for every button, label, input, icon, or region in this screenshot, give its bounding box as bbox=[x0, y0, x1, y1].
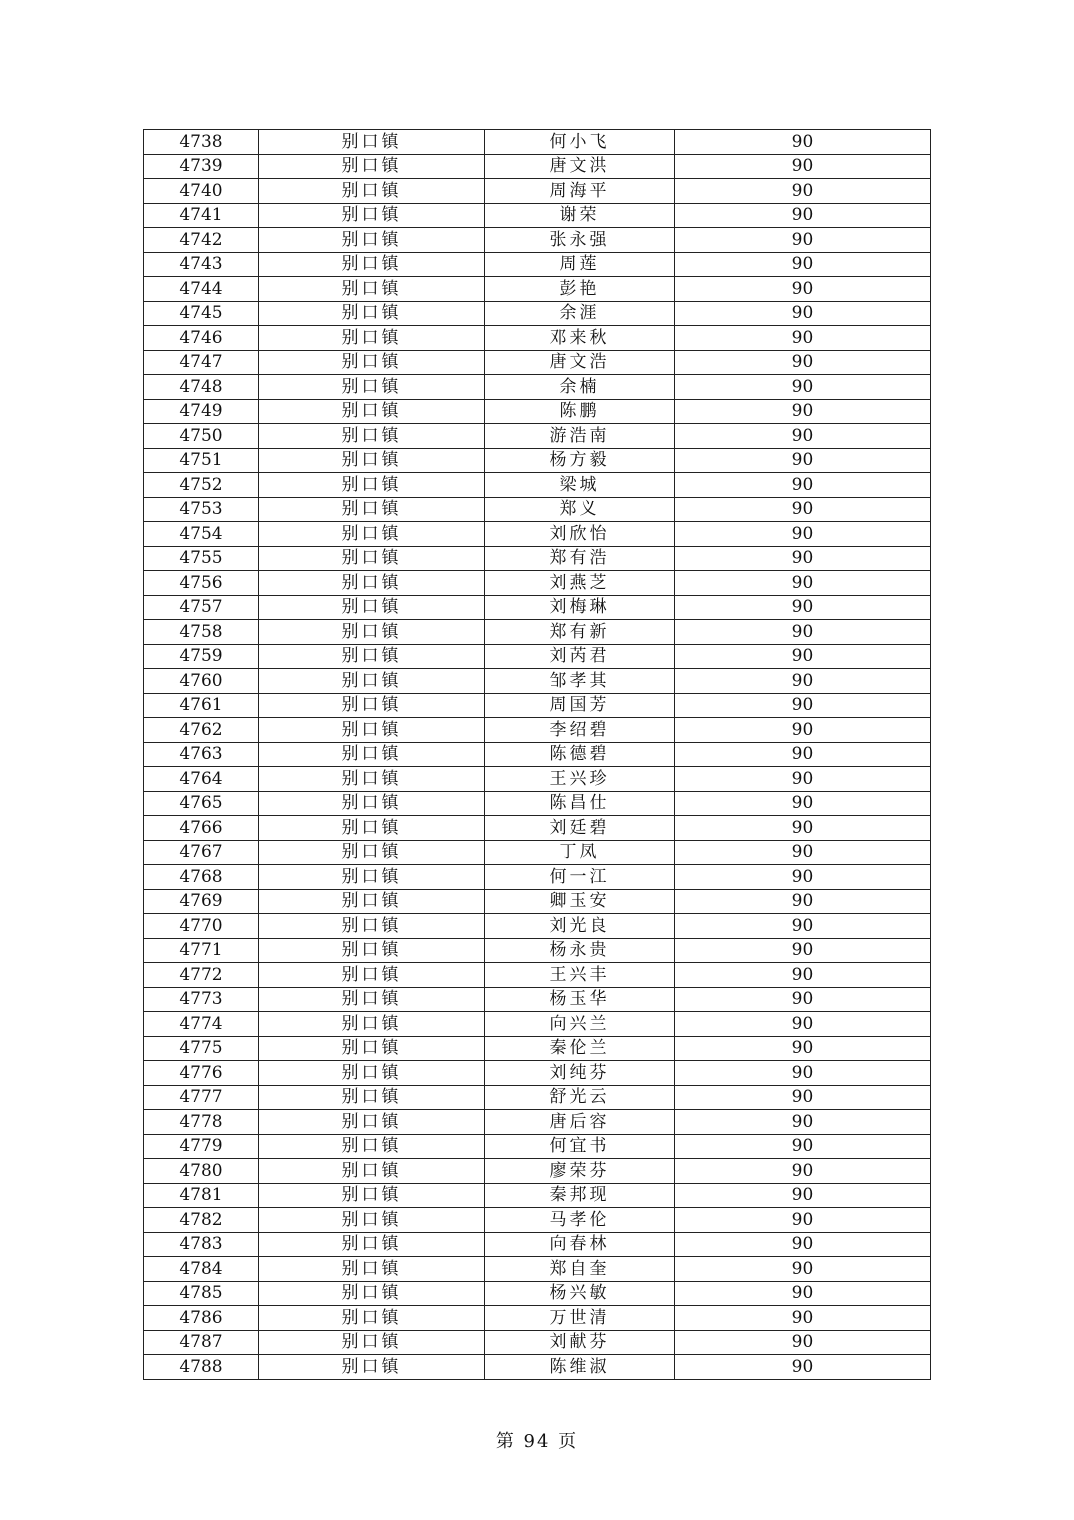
row-number-cell: 4770 bbox=[144, 914, 259, 939]
town-cell: 别口镇 bbox=[259, 595, 485, 620]
person-name-cell: 杨玉华 bbox=[485, 987, 675, 1012]
town-cell: 别口镇 bbox=[259, 1061, 485, 1086]
row-number-cell: 4772 bbox=[144, 963, 259, 988]
score-cell: 90 bbox=[675, 1306, 931, 1331]
person-name-cell: 廖荣芬 bbox=[485, 1159, 675, 1184]
town-cell: 别口镇 bbox=[259, 203, 485, 228]
person-name-cell: 向春林 bbox=[485, 1232, 675, 1257]
town-cell: 别口镇 bbox=[259, 326, 485, 351]
person-name-cell: 刘光良 bbox=[485, 914, 675, 939]
town-cell: 别口镇 bbox=[259, 277, 485, 302]
person-name-cell: 向兴兰 bbox=[485, 1012, 675, 1037]
table-row bbox=[144, 546, 931, 571]
person-name-cell: 邓来秋 bbox=[485, 326, 675, 351]
table-row bbox=[144, 228, 931, 253]
person-name-cell: 杨兴敏 bbox=[485, 1281, 675, 1306]
person-name-cell: 彭艳 bbox=[485, 277, 675, 302]
row-number-cell: 4768 bbox=[144, 865, 259, 890]
person-name-cell: 周莲 bbox=[485, 252, 675, 277]
table-row bbox=[144, 1134, 931, 1159]
row-number-cell: 4788 bbox=[144, 1355, 259, 1380]
row-number-cell: 4782 bbox=[144, 1208, 259, 1233]
row-number-cell: 4786 bbox=[144, 1306, 259, 1331]
person-name-cell: 刘芮君 bbox=[485, 644, 675, 669]
score-cell: 90 bbox=[675, 154, 931, 179]
row-number-cell: 4747 bbox=[144, 350, 259, 375]
row-number-cell: 4766 bbox=[144, 816, 259, 841]
town-cell: 别口镇 bbox=[259, 228, 485, 253]
town-cell: 别口镇 bbox=[259, 375, 485, 400]
table-row bbox=[144, 669, 931, 694]
table-row bbox=[144, 791, 931, 816]
town-cell: 别口镇 bbox=[259, 865, 485, 890]
score-cell: 90 bbox=[675, 375, 931, 400]
table-row bbox=[144, 1232, 931, 1257]
row-number-cell: 4754 bbox=[144, 522, 259, 547]
row-number-cell: 4775 bbox=[144, 1036, 259, 1061]
town-cell: 别口镇 bbox=[259, 1306, 485, 1331]
town-cell: 别口镇 bbox=[259, 522, 485, 547]
score-cell: 90 bbox=[675, 1061, 931, 1086]
table-row bbox=[144, 350, 931, 375]
person-name-cell: 秦伦兰 bbox=[485, 1036, 675, 1061]
town-cell: 别口镇 bbox=[259, 497, 485, 522]
person-name-cell: 杨方毅 bbox=[485, 448, 675, 473]
table-row bbox=[144, 326, 931, 351]
score-cell: 90 bbox=[675, 1134, 931, 1159]
person-name-cell: 陈鹏 bbox=[485, 399, 675, 424]
score-cell: 90 bbox=[675, 1036, 931, 1061]
table-row bbox=[144, 1036, 931, 1061]
score-cell: 90 bbox=[675, 963, 931, 988]
table-row bbox=[144, 1110, 931, 1135]
town-cell: 别口镇 bbox=[259, 1355, 485, 1380]
table-row bbox=[144, 252, 931, 277]
score-cell: 90 bbox=[675, 742, 931, 767]
town-cell: 别口镇 bbox=[259, 1159, 485, 1184]
roster-table bbox=[143, 129, 931, 1380]
person-name-cell: 郑自奎 bbox=[485, 1257, 675, 1282]
town-cell: 别口镇 bbox=[259, 742, 485, 767]
score-cell: 90 bbox=[675, 1232, 931, 1257]
score-cell: 90 bbox=[675, 228, 931, 253]
row-number-cell: 4763 bbox=[144, 742, 259, 767]
town-cell: 别口镇 bbox=[259, 767, 485, 792]
table-row bbox=[144, 1061, 931, 1086]
table-row bbox=[144, 1159, 931, 1184]
score-cell: 90 bbox=[675, 130, 931, 155]
person-name-cell: 万世清 bbox=[485, 1306, 675, 1331]
town-cell: 别口镇 bbox=[259, 130, 485, 155]
score-cell: 90 bbox=[675, 1012, 931, 1037]
person-name-cell: 余涯 bbox=[485, 301, 675, 326]
score-cell: 90 bbox=[675, 865, 931, 890]
town-cell: 别口镇 bbox=[259, 399, 485, 424]
town-cell: 别口镇 bbox=[259, 669, 485, 694]
table-row bbox=[144, 644, 931, 669]
table-row bbox=[144, 840, 931, 865]
person-name-cell: 李绍碧 bbox=[485, 718, 675, 743]
score-cell: 90 bbox=[675, 448, 931, 473]
row-number-cell: 4773 bbox=[144, 987, 259, 1012]
person-name-cell: 马孝伦 bbox=[485, 1208, 675, 1233]
town-cell: 别口镇 bbox=[259, 644, 485, 669]
person-name-cell: 何宜书 bbox=[485, 1134, 675, 1159]
table-row bbox=[144, 1257, 931, 1282]
person-name-cell: 丁凤 bbox=[485, 840, 675, 865]
table-row bbox=[144, 473, 931, 498]
table-row bbox=[144, 571, 931, 596]
score-cell: 90 bbox=[675, 473, 931, 498]
row-number-cell: 4780 bbox=[144, 1159, 259, 1184]
person-name-cell: 游浩南 bbox=[485, 424, 675, 449]
town-cell: 别口镇 bbox=[259, 693, 485, 718]
score-cell: 90 bbox=[675, 718, 931, 743]
score-cell: 90 bbox=[675, 669, 931, 694]
row-number-cell: 4778 bbox=[144, 1110, 259, 1135]
table-row bbox=[144, 595, 931, 620]
table-row bbox=[144, 448, 931, 473]
score-cell: 90 bbox=[675, 693, 931, 718]
town-cell: 别口镇 bbox=[259, 1257, 485, 1282]
table-row bbox=[144, 399, 931, 424]
person-name-cell: 邹孝其 bbox=[485, 669, 675, 694]
town-cell: 别口镇 bbox=[259, 301, 485, 326]
town-cell: 别口镇 bbox=[259, 1208, 485, 1233]
town-cell: 别口镇 bbox=[259, 1012, 485, 1037]
row-number-cell: 4764 bbox=[144, 767, 259, 792]
score-cell: 90 bbox=[675, 987, 931, 1012]
row-number-cell: 4746 bbox=[144, 326, 259, 351]
person-name-cell: 谢荣 bbox=[485, 203, 675, 228]
table-row bbox=[144, 1208, 931, 1233]
score-cell: 90 bbox=[675, 644, 931, 669]
table-row bbox=[144, 1012, 931, 1037]
row-number-cell: 4740 bbox=[144, 179, 259, 204]
town-cell: 别口镇 bbox=[259, 987, 485, 1012]
town-cell: 别口镇 bbox=[259, 938, 485, 963]
table-row bbox=[144, 1355, 931, 1380]
person-name-cell: 刘纯芬 bbox=[485, 1061, 675, 1086]
table-row bbox=[144, 1330, 931, 1355]
row-number-cell: 4781 bbox=[144, 1183, 259, 1208]
person-name-cell: 卿玉安 bbox=[485, 889, 675, 914]
score-cell: 90 bbox=[675, 203, 931, 228]
person-name-cell: 何一江 bbox=[485, 865, 675, 890]
person-name-cell: 唐后容 bbox=[485, 1110, 675, 1135]
score-cell: 90 bbox=[675, 840, 931, 865]
score-cell: 90 bbox=[675, 399, 931, 424]
row-number-cell: 4777 bbox=[144, 1085, 259, 1110]
score-cell: 90 bbox=[675, 546, 931, 571]
row-number-cell: 4787 bbox=[144, 1330, 259, 1355]
score-cell: 90 bbox=[675, 595, 931, 620]
row-number-cell: 4765 bbox=[144, 791, 259, 816]
score-cell: 90 bbox=[675, 816, 931, 841]
score-cell: 90 bbox=[675, 791, 931, 816]
score-cell: 90 bbox=[675, 326, 931, 351]
person-name-cell: 唐文浩 bbox=[485, 350, 675, 375]
score-cell: 90 bbox=[675, 1183, 931, 1208]
score-cell: 90 bbox=[675, 301, 931, 326]
town-cell: 别口镇 bbox=[259, 1110, 485, 1135]
table-row bbox=[144, 938, 931, 963]
row-number-cell: 4774 bbox=[144, 1012, 259, 1037]
score-cell: 90 bbox=[675, 914, 931, 939]
score-cell: 90 bbox=[675, 571, 931, 596]
table-row bbox=[144, 179, 931, 204]
row-number-cell: 4758 bbox=[144, 620, 259, 645]
person-name-cell: 刘献芬 bbox=[485, 1330, 675, 1355]
row-number-cell: 4742 bbox=[144, 228, 259, 253]
table-row bbox=[144, 693, 931, 718]
person-name-cell: 唐文洪 bbox=[485, 154, 675, 179]
table-row bbox=[144, 1183, 931, 1208]
table-row bbox=[144, 1085, 931, 1110]
town-cell: 别口镇 bbox=[259, 816, 485, 841]
town-cell: 别口镇 bbox=[259, 424, 485, 449]
table-row bbox=[144, 718, 931, 743]
row-number-cell: 4767 bbox=[144, 840, 259, 865]
person-name-cell: 王兴珍 bbox=[485, 767, 675, 792]
score-cell: 90 bbox=[675, 424, 931, 449]
score-cell: 90 bbox=[675, 767, 931, 792]
row-number-cell: 4753 bbox=[144, 497, 259, 522]
score-cell: 90 bbox=[675, 938, 931, 963]
person-name-cell: 郑有新 bbox=[485, 620, 675, 645]
table-row bbox=[144, 620, 931, 645]
row-number-cell: 4759 bbox=[144, 644, 259, 669]
row-number-cell: 4755 bbox=[144, 546, 259, 571]
table-row bbox=[144, 742, 931, 767]
score-cell: 90 bbox=[675, 277, 931, 302]
row-number-cell: 4785 bbox=[144, 1281, 259, 1306]
town-cell: 别口镇 bbox=[259, 1085, 485, 1110]
score-cell: 90 bbox=[675, 179, 931, 204]
row-number-cell: 4760 bbox=[144, 669, 259, 694]
town-cell: 别口镇 bbox=[259, 350, 485, 375]
score-cell: 90 bbox=[675, 620, 931, 645]
table-row bbox=[144, 154, 931, 179]
row-number-cell: 4749 bbox=[144, 399, 259, 424]
person-name-cell: 秦邦现 bbox=[485, 1183, 675, 1208]
table-row bbox=[144, 375, 931, 400]
town-cell: 别口镇 bbox=[259, 448, 485, 473]
town-cell: 别口镇 bbox=[259, 963, 485, 988]
score-cell: 90 bbox=[675, 889, 931, 914]
table-row bbox=[144, 963, 931, 988]
person-name-cell: 陈德碧 bbox=[485, 742, 675, 767]
town-cell: 别口镇 bbox=[259, 546, 485, 571]
town-cell: 别口镇 bbox=[259, 620, 485, 645]
score-cell: 90 bbox=[675, 1208, 931, 1233]
score-cell: 90 bbox=[675, 1281, 931, 1306]
person-name-cell: 陈昌仕 bbox=[485, 791, 675, 816]
table-row bbox=[144, 130, 931, 155]
table-row bbox=[144, 816, 931, 841]
person-name-cell: 陈维淑 bbox=[485, 1355, 675, 1380]
row-number-cell: 4771 bbox=[144, 938, 259, 963]
town-cell: 别口镇 bbox=[259, 1036, 485, 1061]
person-name-cell: 何小飞 bbox=[485, 130, 675, 155]
score-cell: 90 bbox=[675, 252, 931, 277]
town-cell: 别口镇 bbox=[259, 889, 485, 914]
row-number-cell: 4752 bbox=[144, 473, 259, 498]
table-row bbox=[144, 424, 931, 449]
row-number-cell: 4748 bbox=[144, 375, 259, 400]
table-row bbox=[144, 767, 931, 792]
score-cell: 90 bbox=[675, 1085, 931, 1110]
table-row bbox=[144, 497, 931, 522]
town-cell: 别口镇 bbox=[259, 473, 485, 498]
table-row bbox=[144, 301, 931, 326]
person-name-cell: 杨永贵 bbox=[485, 938, 675, 963]
table-row bbox=[144, 203, 931, 228]
table-row bbox=[144, 277, 931, 302]
score-cell: 90 bbox=[675, 1257, 931, 1282]
row-number-cell: 4756 bbox=[144, 571, 259, 596]
person-name-cell: 王兴丰 bbox=[485, 963, 675, 988]
table-row bbox=[144, 522, 931, 547]
table-row bbox=[144, 987, 931, 1012]
row-number-cell: 4751 bbox=[144, 448, 259, 473]
row-number-cell: 4750 bbox=[144, 424, 259, 449]
row-number-cell: 4738 bbox=[144, 130, 259, 155]
table-row bbox=[144, 1306, 931, 1331]
town-cell: 别口镇 bbox=[259, 718, 485, 743]
score-cell: 90 bbox=[675, 1355, 931, 1380]
row-number-cell: 4744 bbox=[144, 277, 259, 302]
town-cell: 别口镇 bbox=[259, 840, 485, 865]
town-cell: 别口镇 bbox=[259, 179, 485, 204]
town-cell: 别口镇 bbox=[259, 1134, 485, 1159]
person-name-cell: 梁城 bbox=[485, 473, 675, 498]
person-name-cell: 郑有浩 bbox=[485, 546, 675, 571]
score-cell: 90 bbox=[675, 497, 931, 522]
town-cell: 别口镇 bbox=[259, 1232, 485, 1257]
town-cell: 别口镇 bbox=[259, 252, 485, 277]
row-number-cell: 4745 bbox=[144, 301, 259, 326]
person-name-cell: 张永强 bbox=[485, 228, 675, 253]
row-number-cell: 4784 bbox=[144, 1257, 259, 1282]
person-name-cell: 刘燕芝 bbox=[485, 571, 675, 596]
row-number-cell: 4741 bbox=[144, 203, 259, 228]
score-cell: 90 bbox=[675, 1330, 931, 1355]
town-cell: 别口镇 bbox=[259, 1183, 485, 1208]
row-number-cell: 4762 bbox=[144, 718, 259, 743]
score-cell: 90 bbox=[675, 522, 931, 547]
roster-table-body bbox=[144, 130, 931, 1380]
person-name-cell: 刘梅琳 bbox=[485, 595, 675, 620]
person-name-cell: 舒光云 bbox=[485, 1085, 675, 1110]
person-name-cell: 刘欣怡 bbox=[485, 522, 675, 547]
town-cell: 别口镇 bbox=[259, 791, 485, 816]
person-name-cell: 刘廷碧 bbox=[485, 816, 675, 841]
town-cell: 别口镇 bbox=[259, 1330, 485, 1355]
row-number-cell: 4761 bbox=[144, 693, 259, 718]
table-row bbox=[144, 889, 931, 914]
row-number-cell: 4769 bbox=[144, 889, 259, 914]
row-number-cell: 4757 bbox=[144, 595, 259, 620]
person-name-cell: 周海平 bbox=[485, 179, 675, 204]
row-number-cell: 4743 bbox=[144, 252, 259, 277]
row-number-cell: 4779 bbox=[144, 1134, 259, 1159]
table-row bbox=[144, 1281, 931, 1306]
row-number-cell: 4783 bbox=[144, 1232, 259, 1257]
person-name-cell: 郑义 bbox=[485, 497, 675, 522]
page-number: 第 94 页 bbox=[495, 1431, 579, 1452]
town-cell: 别口镇 bbox=[259, 914, 485, 939]
table-row bbox=[144, 914, 931, 939]
table-row bbox=[144, 865, 931, 890]
score-cell: 90 bbox=[675, 1110, 931, 1135]
town-cell: 别口镇 bbox=[259, 1281, 485, 1306]
town-cell: 别口镇 bbox=[259, 571, 485, 596]
row-number-cell: 4776 bbox=[144, 1061, 259, 1086]
score-cell: 90 bbox=[675, 350, 931, 375]
score-cell: 90 bbox=[675, 1159, 931, 1184]
person-name-cell: 周国芳 bbox=[485, 693, 675, 718]
row-number-cell: 4739 bbox=[144, 154, 259, 179]
town-cell: 别口镇 bbox=[259, 154, 485, 179]
person-name-cell: 余楠 bbox=[485, 375, 675, 400]
